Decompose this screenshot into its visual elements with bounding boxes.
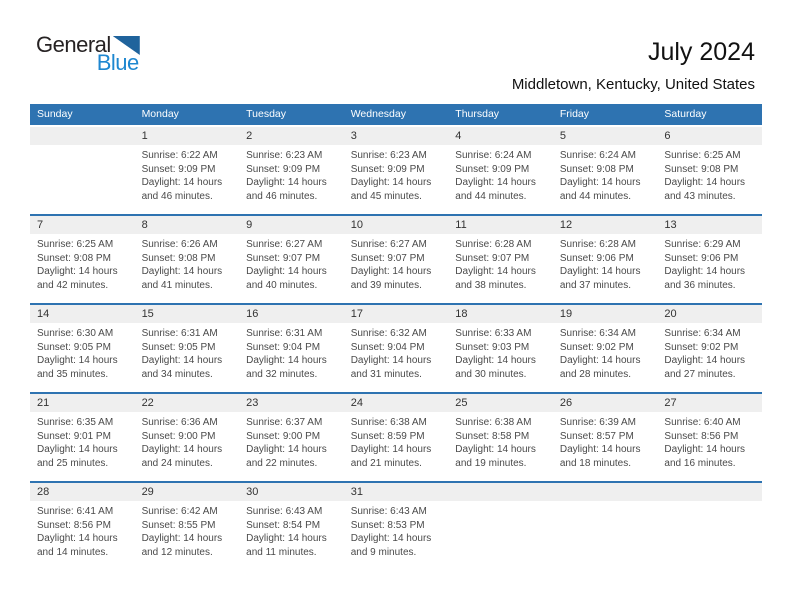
day-cell[interactable] — [344, 127, 449, 214]
day-cell[interactable] — [344, 305, 449, 392]
weekday-header-sunday: Sunday — [37, 108, 73, 120]
day-cell[interactable] — [30, 216, 135, 303]
day-number: 31 — [344, 483, 449, 501]
day-cell[interactable] — [448, 305, 553, 392]
day-cell-empty — [553, 483, 658, 570]
day-details — [448, 323, 553, 381]
sunset-text: Sunset: 8:57 PM — [559, 430, 634, 442]
day-cell-empty — [30, 127, 135, 214]
sunset-text: Sunset: 9:00 PM — [141, 430, 216, 442]
day-details — [657, 323, 762, 381]
daylight-text: Daylight: 14 hours and 32 minutes. — [246, 355, 327, 380]
daylight-text: Daylight: 14 hours and 12 minutes. — [141, 533, 223, 558]
day-details — [344, 323, 449, 381]
day-number: 28 — [30, 483, 135, 501]
week-row — [30, 392, 762, 481]
sunrise-text: Sunrise: 6:25 AM — [37, 239, 114, 250]
day-details — [30, 323, 135, 381]
day-cell[interactable] — [135, 305, 240, 392]
daylight-text: Daylight: 14 hours and 41 minutes. — [141, 266, 223, 291]
day-number: 10 — [344, 216, 449, 234]
day-details — [553, 501, 658, 505]
sunset-text: Sunset: 9:09 PM — [455, 163, 530, 175]
sunrise-text: Sunrise: 6:43 AM — [246, 506, 323, 517]
day-details — [30, 234, 135, 292]
daylight-text: Daylight: 14 hours and 14 minutes. — [37, 533, 118, 558]
daylight-text: Daylight: 14 hours and 30 minutes. — [455, 355, 536, 380]
page-header — [0, 0, 792, 104]
day-details — [448, 412, 553, 470]
sunrise-text: Sunrise: 6:41 AM — [37, 506, 114, 517]
sunrise-text: Sunrise: 6:23 AM — [246, 150, 323, 161]
sunset-text: Sunset: 8:58 PM — [455, 430, 530, 442]
day-number — [448, 483, 553, 501]
sunset-text: Sunset: 8:53 PM — [350, 519, 425, 531]
day-details — [135, 323, 240, 381]
day-cell[interactable] — [239, 483, 344, 570]
day-number — [657, 483, 762, 501]
day-details — [239, 323, 344, 381]
daylight-text: Daylight: 14 hours and 11 minutes. — [246, 533, 327, 558]
day-cell[interactable] — [657, 305, 762, 392]
day-details — [239, 234, 344, 292]
sunset-text: Sunset: 9:09 PM — [141, 163, 216, 175]
sunset-text: Sunset: 9:03 PM — [455, 341, 530, 353]
day-details — [448, 234, 553, 292]
day-cell[interactable] — [135, 216, 240, 303]
day-details — [135, 234, 240, 292]
daylight-text: Daylight: 14 hours and 25 minutes. — [37, 444, 118, 469]
day-details — [344, 145, 449, 203]
day-cell[interactable] — [239, 394, 344, 481]
day-cell[interactable] — [30, 394, 135, 481]
day-details — [135, 501, 240, 559]
sunrise-text: Sunrise: 6:27 AM — [246, 239, 323, 250]
sunset-text: Sunset: 9:09 PM — [246, 163, 321, 175]
day-cell[interactable] — [135, 483, 240, 570]
day-details — [344, 501, 449, 559]
daylight-text: Daylight: 14 hours and 21 minutes. — [350, 444, 432, 469]
sunrise-text: Sunrise: 6:27 AM — [350, 239, 427, 250]
sunrise-text: Sunrise: 6:32 AM — [350, 328, 427, 339]
day-number: 26 — [553, 394, 658, 412]
daylight-text: Daylight: 14 hours and 39 minutes. — [350, 266, 432, 291]
weekday-header-row — [30, 104, 762, 125]
weekday-header-wednesday: Wednesday — [350, 108, 406, 120]
day-number: 30 — [239, 483, 344, 501]
daylight-text: Daylight: 14 hours and 22 minutes. — [246, 444, 327, 469]
week-row — [30, 303, 762, 392]
sunset-text: Sunset: 9:08 PM — [37, 252, 111, 264]
daylight-text: Daylight: 14 hours and 44 minutes. — [559, 177, 641, 202]
sunset-text: Sunset: 9:06 PM — [559, 252, 634, 264]
daylight-text: Daylight: 14 hours and 36 minutes. — [664, 266, 746, 291]
day-details — [553, 145, 658, 203]
logo-text-blue: Blue — [96, 50, 139, 75]
day-number: 23 — [239, 394, 344, 412]
sunrise-text: Sunrise: 6:38 AM — [455, 417, 532, 428]
day-cell[interactable] — [553, 394, 658, 481]
day-number: 4 — [448, 127, 553, 145]
sunset-text: Sunset: 9:08 PM — [664, 163, 739, 175]
day-details — [135, 145, 240, 203]
daylight-text: Daylight: 14 hours and 9 minutes. — [350, 533, 432, 558]
day-details — [344, 412, 449, 470]
sunrise-text: Sunrise: 6:26 AM — [141, 239, 218, 250]
day-details — [344, 234, 449, 292]
sunset-text: Sunset: 9:05 PM — [37, 341, 111, 353]
sunrise-text: Sunrise: 6:28 AM — [455, 239, 532, 250]
day-cell[interactable] — [239, 127, 344, 214]
sunrise-text: Sunrise: 6:24 AM — [455, 150, 532, 161]
day-details — [657, 412, 762, 470]
sunset-text: Sunset: 9:02 PM — [664, 341, 739, 353]
sunset-text: Sunset: 9:07 PM — [246, 252, 321, 264]
daylight-text: Daylight: 14 hours and 44 minutes. — [455, 177, 536, 202]
day-cell[interactable] — [448, 127, 553, 214]
day-number: 22 — [135, 394, 240, 412]
page-subtitle: Middletown, Kentucky, United States — [511, 76, 755, 93]
daylight-text: Daylight: 14 hours and 38 minutes. — [455, 266, 536, 291]
sunrise-text: Sunrise: 6:31 AM — [141, 328, 218, 339]
day-number: 25 — [448, 394, 553, 412]
day-number: 21 — [30, 394, 135, 412]
weekday-header-thursday: Thursday — [455, 108, 500, 120]
sunset-text: Sunset: 9:05 PM — [141, 341, 216, 353]
sunset-text: Sunset: 9:00 PM — [246, 430, 321, 442]
daylight-text: Daylight: 14 hours and 19 minutes. — [455, 444, 536, 469]
daylight-text: Daylight: 14 hours and 27 minutes. — [664, 355, 746, 380]
daylight-text: Daylight: 14 hours and 43 minutes. — [664, 177, 746, 202]
logo-text-general: General — [36, 32, 111, 57]
day-number: 8 — [135, 216, 240, 234]
sunrise-text: Sunrise: 6:29 AM — [664, 239, 741, 250]
day-cell[interactable] — [657, 127, 762, 214]
day-cell[interactable] — [553, 127, 658, 214]
day-number: 2 — [239, 127, 344, 145]
day-number: 20 — [657, 305, 762, 323]
day-cell[interactable] — [657, 394, 762, 481]
week-row — [30, 214, 762, 303]
sunset-text: Sunset: 8:59 PM — [350, 430, 425, 442]
weekday-header-friday: Friday — [559, 108, 590, 120]
day-details — [553, 323, 658, 381]
day-cell[interactable] — [344, 394, 449, 481]
sunrise-text: Sunrise: 6:35 AM — [37, 417, 114, 428]
day-number: 13 — [657, 216, 762, 234]
sunrise-text: Sunrise: 6:28 AM — [559, 239, 636, 250]
day-cell[interactable] — [239, 216, 344, 303]
day-details — [239, 145, 344, 203]
day-cell[interactable] — [30, 305, 135, 392]
sunrise-text: Sunrise: 6:23 AM — [350, 150, 427, 161]
daylight-text: Daylight: 14 hours and 42 minutes. — [37, 266, 118, 291]
title-block — [512, 34, 755, 93]
day-cell[interactable] — [239, 305, 344, 392]
sunset-text: Sunset: 9:04 PM — [350, 341, 425, 353]
sunset-text: Sunset: 9:02 PM — [559, 341, 634, 353]
sunrise-text: Sunrise: 6:25 AM — [664, 150, 741, 161]
daylight-text: Daylight: 14 hours and 34 minutes. — [141, 355, 223, 380]
daylight-text: Daylight: 14 hours and 28 minutes. — [559, 355, 641, 380]
day-details — [657, 145, 762, 203]
daylight-text: Daylight: 14 hours and 46 minutes. — [246, 177, 327, 202]
week-row — [30, 481, 762, 570]
sunrise-text: Sunrise: 6:22 AM — [141, 150, 218, 161]
day-details — [657, 234, 762, 292]
day-cell[interactable] — [553, 216, 658, 303]
day-details — [239, 412, 344, 470]
sunrise-text: Sunrise: 6:31 AM — [246, 328, 323, 339]
daylight-text: Daylight: 14 hours and 40 minutes. — [246, 266, 327, 291]
day-cell[interactable] — [30, 483, 135, 570]
daylight-text: Daylight: 14 hours and 45 minutes. — [350, 177, 432, 202]
sunrise-text: Sunrise: 6:36 AM — [141, 417, 218, 428]
daylight-text: Daylight: 14 hours and 37 minutes. — [559, 266, 641, 291]
day-number: 5 — [553, 127, 658, 145]
sunrise-text: Sunrise: 6:40 AM — [664, 417, 741, 428]
sunset-text: Sunset: 9:01 PM — [37, 430, 111, 442]
day-number — [30, 127, 135, 145]
sunset-text: Sunset: 9:08 PM — [141, 252, 216, 264]
day-details — [553, 234, 658, 292]
day-cell-empty — [448, 483, 553, 570]
sunrise-text: Sunrise: 6:43 AM — [350, 506, 427, 517]
sunrise-text: Sunrise: 6:30 AM — [37, 328, 114, 339]
day-number: 17 — [344, 305, 449, 323]
day-details — [553, 412, 658, 470]
sunset-text: Sunset: 9:09 PM — [350, 163, 425, 175]
day-number: 12 — [553, 216, 658, 234]
sunrise-text: Sunrise: 6:38 AM — [350, 417, 427, 428]
weekday-header-tuesday: Tuesday — [246, 108, 287, 120]
sunrise-text: Sunrise: 6:34 AM — [664, 328, 741, 339]
sunset-text: Sunset: 9:08 PM — [559, 163, 634, 175]
day-number: 9 — [239, 216, 344, 234]
day-details — [30, 412, 135, 470]
day-number: 7 — [30, 216, 135, 234]
sunset-text: Sunset: 8:55 PM — [141, 519, 216, 531]
day-details — [135, 412, 240, 470]
sunset-text: Sunset: 9:06 PM — [664, 252, 739, 264]
sunrise-text: Sunrise: 6:42 AM — [141, 506, 218, 517]
day-number: 29 — [135, 483, 240, 501]
sunrise-text: Sunrise: 6:37 AM — [246, 417, 323, 428]
week-row — [30, 125, 762, 214]
day-cell[interactable] — [344, 483, 449, 570]
day-number: 24 — [344, 394, 449, 412]
day-number: 14 — [30, 305, 135, 323]
day-cell[interactable] — [448, 394, 553, 481]
day-number: 11 — [448, 216, 553, 234]
day-cell[interactable] — [448, 216, 553, 303]
sunrise-text: Sunrise: 6:34 AM — [559, 328, 636, 339]
day-cell[interactable] — [657, 216, 762, 303]
sunrise-text: Sunrise: 6:24 AM — [559, 150, 636, 161]
day-number: 19 — [553, 305, 658, 323]
sunset-text: Sunset: 9:04 PM — [246, 341, 321, 353]
sunset-text: Sunset: 8:56 PM — [664, 430, 739, 442]
daylight-text: Daylight: 14 hours and 35 minutes. — [37, 355, 118, 380]
day-cell[interactable] — [344, 216, 449, 303]
weekday-header-monday: Monday — [141, 108, 179, 120]
sunset-text: Sunset: 9:07 PM — [455, 252, 530, 264]
calendar-table — [30, 104, 762, 570]
day-cell[interactable] — [135, 127, 240, 214]
day-cell[interactable] — [135, 394, 240, 481]
daylight-text: Daylight: 14 hours and 18 minutes. — [559, 444, 641, 469]
day-cell[interactable] — [553, 305, 658, 392]
day-number: 16 — [239, 305, 344, 323]
day-details — [30, 145, 135, 149]
day-cell-empty — [657, 483, 762, 570]
daylight-text: Daylight: 14 hours and 16 minutes. — [664, 444, 746, 469]
day-number: 15 — [135, 305, 240, 323]
weekday-header-saturday: Saturday — [664, 108, 707, 120]
day-number: 27 — [657, 394, 762, 412]
sunset-text: Sunset: 9:07 PM — [350, 252, 425, 264]
daylight-text: Daylight: 14 hours and 31 minutes. — [350, 355, 432, 380]
daylight-text: Daylight: 14 hours and 46 minutes. — [141, 177, 223, 202]
general-blue-logo — [36, 34, 140, 74]
sunset-text: Sunset: 8:56 PM — [37, 519, 111, 531]
day-details — [657, 501, 762, 505]
day-details — [239, 501, 344, 559]
day-number: 1 — [135, 127, 240, 145]
day-number — [553, 483, 658, 501]
sunrise-text: Sunrise: 6:33 AM — [455, 328, 532, 339]
page-title: July 2024 — [647, 38, 755, 66]
calendar-weeks — [30, 125, 762, 570]
day-number: 6 — [657, 127, 762, 145]
day-details — [30, 501, 135, 559]
sunset-text: Sunset: 8:54 PM — [246, 519, 321, 531]
daylight-text: Daylight: 14 hours and 24 minutes. — [141, 444, 223, 469]
sunrise-text: Sunrise: 6:39 AM — [559, 417, 636, 428]
day-details — [448, 501, 553, 505]
day-details — [448, 145, 553, 203]
day-number: 18 — [448, 305, 553, 323]
day-number: 3 — [344, 127, 449, 145]
